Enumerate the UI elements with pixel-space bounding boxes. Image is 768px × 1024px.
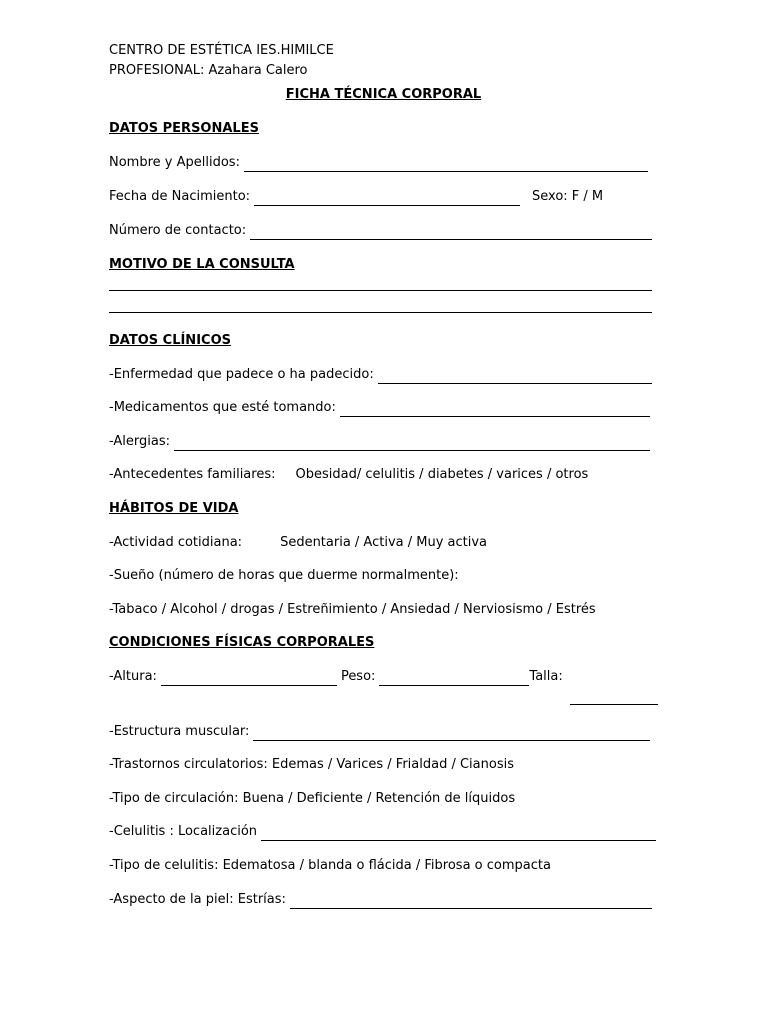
section-habitos-vida-text: HÁBITOS DE VIDA [109,501,239,516]
size-field[interactable] [570,704,658,705]
measurements-row [109,668,658,686]
weight-field[interactable] [379,671,529,686]
form-title [109,86,658,104]
section-datos-clinicos [109,332,658,350]
contact-label: Número de contacto: [109,223,247,238]
professional-text: PROFESIONAL: Azahara Calero [109,63,308,78]
cellulite-field[interactable] [261,826,656,841]
circulation-type-row [109,790,658,808]
circulation-type-options[interactable]: -Tipo de circulación: Buena / Deficiente / Retención de líquidos [109,791,516,806]
center-name [109,42,658,60]
height-label: -Altura: [109,669,157,684]
activity-row [109,534,658,552]
skin-field-row [109,891,652,909]
form-title-text: FICHA TÉCNICA CORPORAL [285,87,482,102]
consulta-line-2[interactable] [109,312,652,313]
allergies-field-row [109,433,650,451]
allergies-label: -Alergias: [109,434,171,449]
section-datos-personales [109,120,658,138]
section-motivo-consulta [109,256,658,274]
activity-options[interactable]: Sedentaria / Activa / Muy activa [280,535,488,550]
sex-field[interactable]: Sexo: F / M [532,189,604,204]
circulatory-options[interactable]: -Trastornos circulatorios: Edemas / Varices / Frialdad / Cianosis [109,757,514,772]
meds-field-row [109,399,650,417]
disease-label: -Enfermedad que padece o ha padecido: [109,367,374,382]
family-label: -Antecedentes familiares: [109,467,276,482]
weight-label: Peso: [340,669,376,684]
size-label: Talla: [529,669,563,684]
cellulite-type-options[interactable]: -Tipo de celulitis: Edematosa / blanda o flácida / Fibrosa o compacta [109,858,551,873]
birth-field-row [109,188,658,206]
muscle-field-row [109,723,650,741]
meds-label: -Medicamentos que esté tomando: [109,400,336,415]
disease-field-row [109,366,652,384]
cellulite-field-row [109,823,656,841]
consulta-line-1[interactable] [109,290,652,291]
section-habitos-vida [109,500,658,518]
allergies-field[interactable] [174,436,650,451]
birth-label: Fecha de Nacimiento: [109,189,251,204]
family-history-row [109,466,658,484]
contact-field[interactable] [250,225,652,240]
section-condiciones-fisicas [109,634,658,652]
professional [109,62,658,80]
sleep-label[interactable]: -Sueño (número de horas que duerme normalmente): [109,568,459,583]
skin-field[interactable] [290,894,652,909]
substances-row [109,601,668,619]
section-motivo-consulta-text: MOTIVO DE LA CONSULTA [109,257,295,272]
name-label: Nombre y Apellidos: [109,155,240,170]
circulatory-row [109,756,658,774]
skin-label: -Aspecto de la piel: Estrías: [109,892,286,907]
height-field[interactable] [161,671,337,686]
birth-field[interactable] [254,191,520,206]
meds-field[interactable] [340,402,650,417]
disease-field[interactable] [378,369,652,384]
contact-field-row [109,222,652,240]
substances-options[interactable]: -Tabaco / Alcohol / drogas / Estreñimiento / Ansiedad / Nerviosismo / Estrés [109,602,596,617]
muscle-label: -Estructura muscular: [109,724,250,739]
name-field[interactable] [244,157,648,172]
activity-label: -Actividad cotidiana: [109,535,243,550]
muscle-field[interactable] [253,726,650,741]
family-options[interactable]: Obesidad/ celulitis / diabetes / varices / otros [295,467,589,482]
center-name-text: CENTRO DE ESTÉTICA IES.HIMILCE [109,43,334,58]
section-condiciones-fisicas-text: CONDICIONES FÍSICAS CORPORALES [109,635,375,650]
section-datos-personales-text: DATOS PERSONALES [109,121,259,136]
name-field-row [109,154,648,172]
section-datos-clinicos-text: DATOS CLÍNICOS [109,333,231,348]
sleep-row [109,567,658,585]
cellulite-type-row [109,857,678,875]
cellulite-label: -Celulitis : Localización [109,824,258,839]
